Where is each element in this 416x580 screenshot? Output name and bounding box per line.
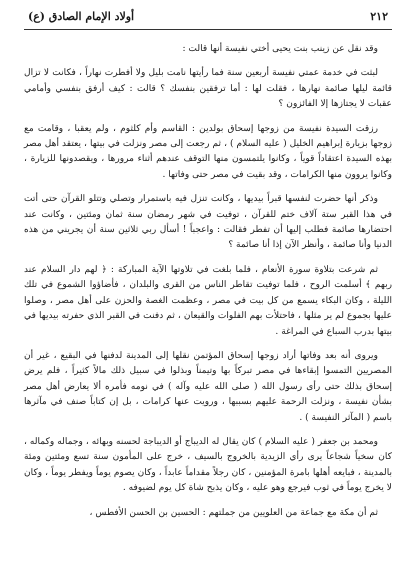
paragraph: ثم أن مكة مع جماعة من العلويين من جملتهم : الحسين بن الحسن الأفطس ،	[89, 507, 378, 518]
paragraph: وذكر أنها حضرت لنفسها قبراً بيديها ، وكانت تنزل فيه باستمرار وتصلي وتتلو القرآن حتى أتت في هذا القبر ستة آلاف ختم للقرآن ، توفيت في شهر رمضان سنة ثمان ومئتين ، وكانت عند احتضارها صائمة فطلب إليها أن تفطر فقالت : واعجباً ! أسأل ربي ثلاثين سنة أن يجريني من هذه الدنيا وأنا صائمة ، وأنظر الآن إذا أنا صائمة ؟	[24, 194, 392, 251]
running-title: أولاد الإمام الصادق (ع)	[28, 10, 135, 23]
page-number: ٢١٢	[370, 10, 388, 23]
paragraph: ويروى أنه بعد وفاتها أراد زوجها إسحاق المؤتمن نقلها إلى المدينة لدفنها في البقيع ، غير أن المصريين التمسوا إبقاءها في مصر تبركاً بها وتيمناً وبذلوا في سبيل ذلك مالاً كثيراً ، فلم يرض إسحاق بذلك حتى رأى رسول الله ( صلى الله عليه وآله ) في نومه فأمره ألا يعارض أهل مصر بشأن نفيسة ، ونزلت الرحمة عليهم بسببها ، ورويت عنها كرامات ، بل إن كتاباً صنف في مآثرها باسم ( المآثر النفيسة ) .	[24, 350, 392, 423]
paragraph: رزقت السيدة نفيسة من زوجها إسحاق بولدين : القاسم وأم كلثوم ، ولم يعقبا ، وقامت مع زوجها بزيارة إبراهيم الخليل ( عليه السلام ) ، ثم رجعت إلى مصر ونزلت في بيتها ، يعتقد أهل مصر بهذه السيدة اعتقاداً قوياً ، وكانوا يلتمسون منها التوقف عندهم أثناء مرورها ، ويقصدونها للزيارة ، وكانوا يروون منها الكرامات ، وقد بقيت في مصر حتى وفاتها .	[24, 123, 392, 180]
paragraph: وقد نقل عن زينب بنت يحيى أختي نفيسة أنها قالت :	[182, 44, 378, 54]
body-text	[24, 42, 392, 521]
paragraph: لبثت في خدمة عمتي نفيسة أربعين سنة فما رأيتها نامت بليل ولا أفطرت نهاراً ، فكانت لا تزال قائمة ليلها صائمة نهارها ، فقلت لها : أما ترفقين بنفسك ؟ قالت : كيف أرفق بنفسي وأمامي عقبات لا يجتازها إلا الفائزون ؟	[24, 68, 392, 110]
paragraph: ومحمد بن جعفر ( عليه السلام ) كان يقال له الديباج أو الديباجة لحسنه وبهائه ، وجماله وكماله ، كان سخياً شجاعاً يرى رأي الزيدية بالخروج بالسيف ، خرج على المأمون سنة تسع ومئتين ومئة بالمدينة ، فبايعه أهلها بامرة المؤمنين ، كان رجلاً مقداماً عابداً ، وكان يصوم يوماً ويفطر يوماً ، وكان لا يخرج يوماً في ثوب فيرجع وهو عليه ، وكان يذبح شاة كل يوم لضيوفه .	[24, 436, 392, 494]
running-header	[24, 10, 392, 30]
paragraph: ثم شرعت بتلاوة سورة الأنعام ، فلما بلغت في تلاوتها الآية المباركة : ﴿ لهم دار السلام عند ربهم ﴾ أسلمت الروح ، فلما توفيت تقاطر الناس من القرى والبلدان ، فأضاؤوا الشموع في تلك الليلة ، وكان البكاء يسمع من كل بيت في مصر ، وعظمت الغصة والحزن على أهل مصر ، وصلوا عليها بجموع لم ير مثلها ، فاحتلأت بهم الفلوات والقيعان ، ثم دفنت في القبر الذي حفرته بيديها في بيتها بدرب السباع في المراغة .	[24, 264, 392, 337]
